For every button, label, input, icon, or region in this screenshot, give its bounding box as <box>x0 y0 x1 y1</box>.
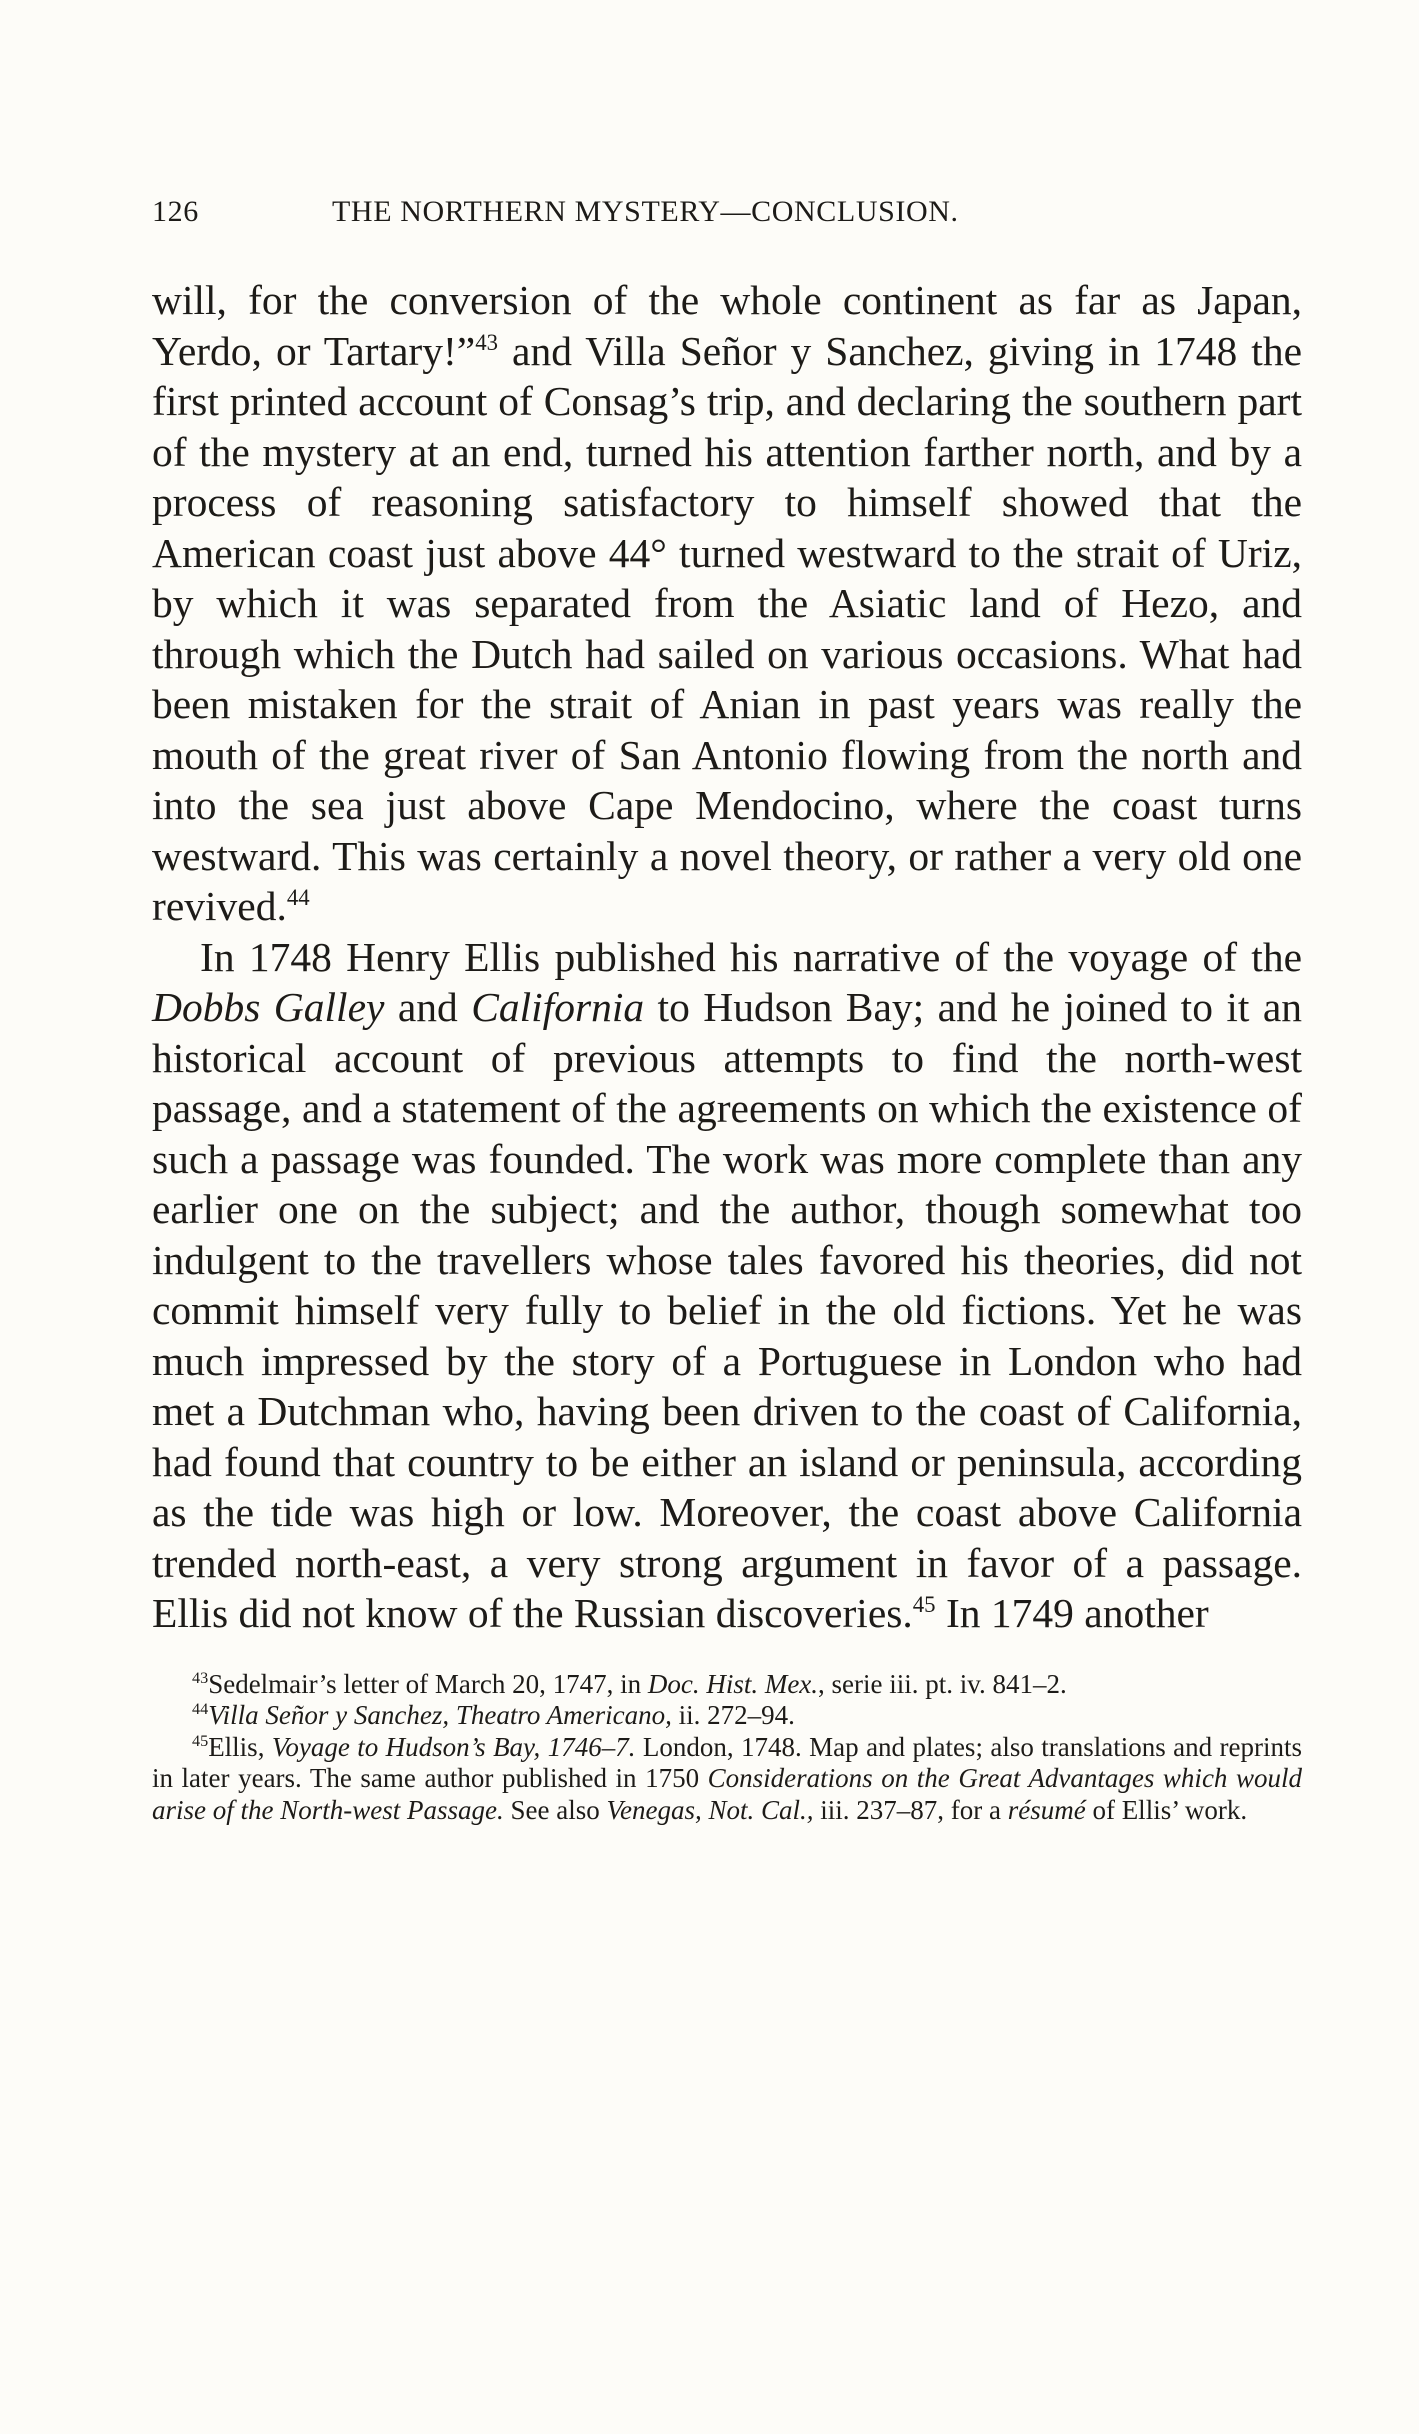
footnote-45-title-1: Voyage to Hudson’s Bay, 1746–7. <box>271 1731 636 1762</box>
running-title: THE NORTHERN MYSTERY—CONCLUSION. <box>332 195 959 228</box>
footnotes <box>152 1669 1302 1827</box>
paragraph-1-text-a: will, for the conversion of the whole continent as far as Japan, Yerdo, or Tartary!” <box>152 277 1302 374</box>
footnote-45-text-e: of Ellis’ work. <box>1085 1794 1248 1825</box>
footnote-45-resume: résumé <box>1007 1794 1086 1825</box>
paragraph-2-text-c: to Hudson Bay; and he joined to it an historical account of previous attempts to find the north-west passage, and a statement of the agreements on which the existence of such a passage was founded. The work was more complete than any earlier one on the subject; and the author, though somewhat too indulgent to the travellers whose tales favored his theories, did not commit himself very fully to belief in the old fictions. Yet he was much impressed by the story of a Portuguese in London who had met a Dutchman who, having been driven to the coast of California, had found that country to be either an island or peninsula, according as the tide was high or low. Moreover, the coast above California trended north-east, a very strong argument in favor of a passage. Ellis did not know of the Russian discoveries. <box>152 984 1303 1636</box>
footnote-45-title-2: Considerations on the Great Advantages which would arise of the North-west Passage. <box>152 1763 1302 1825</box>
body-text <box>152 275 1302 1639</box>
footnote-ref-45: 45 <box>912 1592 936 1618</box>
paragraph-2-text-a: In 1748 Henry Ellis published his narrative of the voyage of the <box>200 933 1302 980</box>
footnote-44-mark: 44 <box>192 1700 209 1718</box>
footnote-43-text-b: , serie iii. pt. iv. 841–2. <box>818 1668 1067 1699</box>
footnote-43-title: Doc. Hist. Mex. <box>647 1668 819 1699</box>
ship-name-california: California <box>471 984 645 1030</box>
footnote-45-text-b: London, 1748. Map and plates; also translations and reprints in later years. The same author published in 1750 <box>152 1731 1302 1793</box>
footnote-44 <box>152 1700 1302 1732</box>
footnote-44-title: Villa Señor y Sanchez, Theatro Americano, <box>208 1700 672 1730</box>
paragraph-1-text-b: and Villa Señor y Sanchez, giving in 1748 the first printed account of Consag’s trip, and declaring the southern part of the mystery at an end, turned his attention farther north, and by a process of reasoning satisfactory to himself showed that the American coast just above 44° turned westward to the strait of Uriz, by which it was separated from the Asiatic land of Hezo, and through which the Dutch had sailed on various occasions. What had been mistaken for the strait of Anian in past years was really the mouth of the great river of San Antonio flowing from the north and into the sea just above Cape Mendocino, where the coast turns westward. This was certainly a novel theory, or rather a very old one revived. <box>152 327 1302 929</box>
footnote-45-text-c: See also <box>503 1794 607 1825</box>
footnote-45-mark: 45 <box>192 1731 209 1750</box>
running-head <box>152 195 1302 229</box>
page-number: 126 <box>152 195 199 228</box>
footnote-45-text-a: Ellis, <box>208 1731 272 1762</box>
footnote-ref-43: 43 <box>475 329 499 355</box>
footnote-45 <box>152 1732 1302 1827</box>
paragraph-2 <box>152 932 1302 1639</box>
footnote-45-title-3: Venegas, Not. Cal., <box>606 1794 814 1825</box>
paragraph-2-text-b: and <box>384 984 472 1030</box>
paragraph-2-text-d: In 1749 another <box>935 1590 1209 1636</box>
ship-name-dobbs-galley: Dobbs Galley <box>152 984 385 1030</box>
footnote-43 <box>152 1669 1302 1701</box>
footnote-44-text-b: ii. 272–94. <box>671 1700 795 1730</box>
paragraph-1 <box>152 275 1302 932</box>
footnote-43-text-a: Sedelmair’s letter of March 20, 1747, in <box>208 1668 648 1699</box>
footnote-ref-44: 44 <box>286 885 310 911</box>
footnote-43-mark: 43 <box>192 1668 209 1687</box>
footnote-45-text-d: iii. 237–87, for a <box>813 1794 1008 1825</box>
book-page <box>152 195 1302 1826</box>
